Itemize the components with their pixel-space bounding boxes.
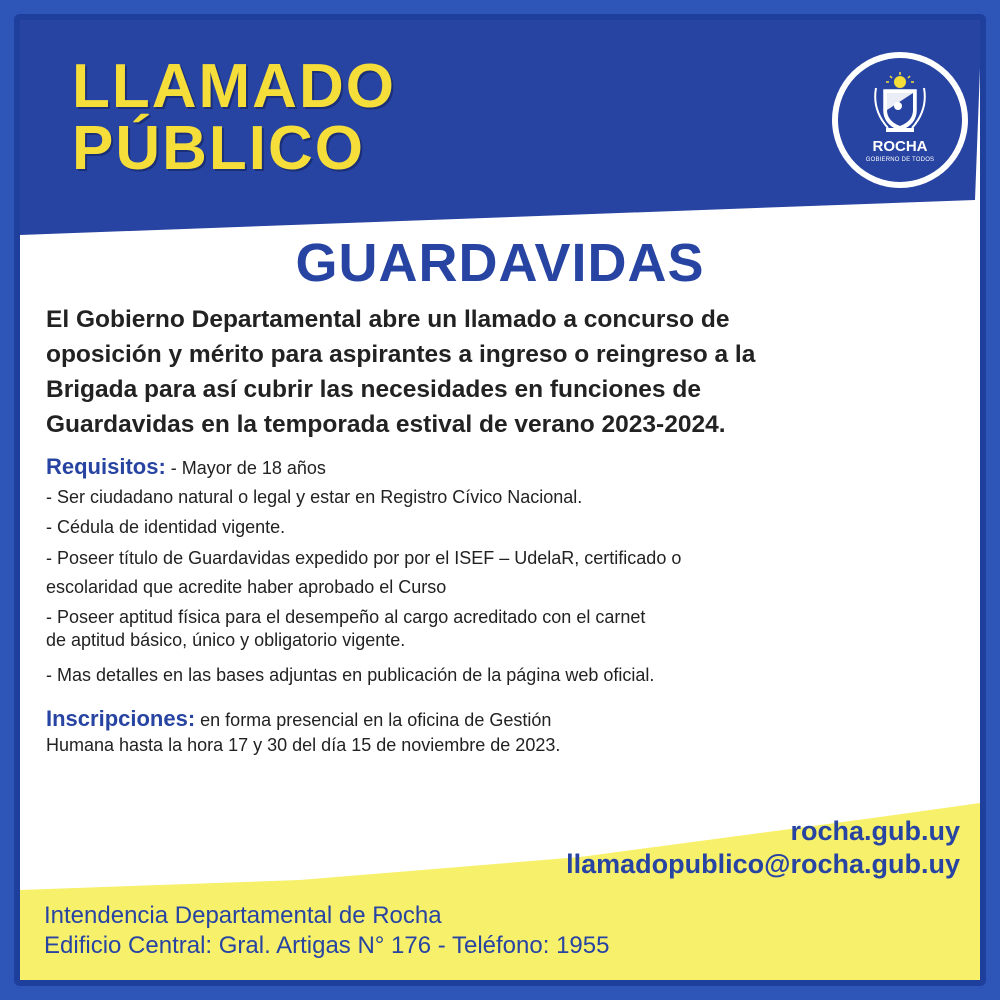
header-title-line2: PÚBLICO — [72, 114, 365, 183]
logo-tagline: GOBIERNO DE TODOS — [865, 157, 935, 163]
requirement-item: - Mas detalles en las bases adjuntas en publicación de la página web oficial. — [46, 665, 655, 685]
logo-name: ROCHA — [872, 138, 928, 155]
address-line: Edificio Central: Gral. Artigas N° 176 - Teléfono: 1955 — [44, 932, 610, 959]
registration-label: Inscripciones: — [46, 706, 196, 731]
registration-row — [46, 706, 976, 732]
registration-text: Humana hasta la hora 17 y 30 del día 15 de noviembre de 2023. — [46, 735, 561, 755]
requirements-heading-row — [46, 454, 976, 480]
rocha-logo — [832, 52, 968, 188]
requirements-label: Requisitos: — [46, 454, 166, 479]
header-title-line1: LLAMADO — [72, 52, 396, 121]
requirement-item: - Cédula de identidad vigente. — [46, 517, 286, 537]
intro-paragraph — [46, 302, 966, 442]
page-title: GUARDAVIDAS — [295, 233, 705, 293]
intro-line: Guardavidas en la temporada estival de verano 2023-2024. — [46, 411, 726, 438]
requirement-item: - Ser ciudadano natural o legal y estar en Registro Cívico Nacional. — [46, 487, 583, 507]
email-link[interactable]: llamadopublico@rocha.gub.uy — [566, 849, 960, 879]
requirement-item: - Mayor de 18 años — [165, 458, 326, 478]
address-line: Intendencia Departamental de Rocha — [44, 902, 442, 929]
coat-of-arms-icon — [868, 70, 932, 136]
intro-line: oposición y mérito para aspirantes a ingreso o reingreso a la — [46, 341, 756, 368]
requirement-item: escolaridad que acredite haber aprobado el Curso — [46, 577, 447, 597]
intro-line: El Gobierno Departamental abre un llamado a concurso de — [46, 306, 730, 333]
requirement-item: - Poseer título de Guardavidas expedido por por el ISEF – UdelaR, certificado o — [46, 548, 682, 568]
website-link[interactable]: rocha.gub.uy — [790, 816, 960, 846]
intro-line: Brigada para así cubrir las necesidades en funciones de — [46, 376, 701, 403]
poster-card — [20, 20, 980, 980]
requirement-item: - Poseer aptitud física para el desempeño al cargo acreditado con el carnet — [46, 607, 646, 627]
requirement-item: de aptitud básico, único y obligatorio vigente. — [46, 630, 406, 650]
logo-badge — [838, 58, 962, 182]
header-title — [72, 52, 396, 183]
registration-text: en forma presencial en la oficina de Gestión — [195, 710, 552, 730]
